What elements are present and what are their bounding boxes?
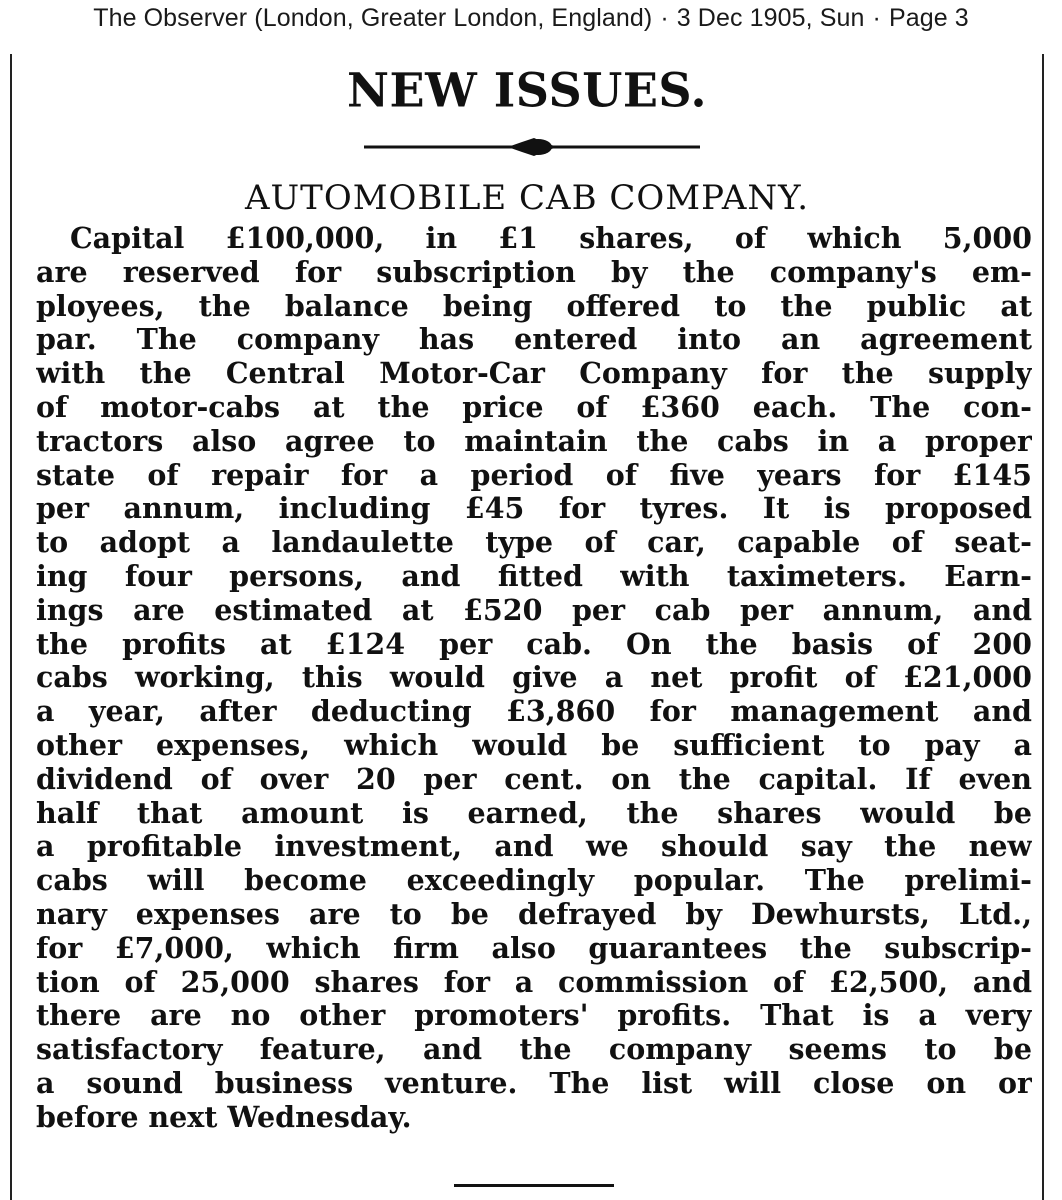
article-line: ings are estimated at £520 per cab per annum, and (36, 593, 1032, 627)
article-line: per annum, including £45 for tyres. It is proposed (36, 492, 1032, 526)
article-line: a sound business venture. The list will close on or (36, 1066, 1032, 1100)
page-number: Page 3 (888, 4, 969, 32)
article-line: nary expenses are to be defrayed by Dewhursts, Ltd., (36, 897, 1032, 931)
citation-separator: · (872, 4, 881, 32)
article-line: there are no other promoters' profits. That is a very (36, 999, 1032, 1033)
article-line: ployees, the balance being offered to the public at (36, 289, 1032, 323)
article-line: half that amount is earned, the shares would be (36, 796, 1032, 830)
article-headline: AUTOMOBILE CAB COMPANY. (244, 178, 810, 218)
article-line: the profits at £124 per cab. On the basis of 200 (36, 627, 1032, 661)
article-line: cabs will become exceedingly popular. The prelimi- (36, 864, 1032, 898)
article-line: before next Wednesday. (36, 1100, 412, 1134)
article-line: par. The company has entered into an agreement (36, 323, 1032, 357)
ornamental-rule-icon (362, 136, 702, 158)
source-citation (0, 4, 1062, 33)
closing-rule (454, 1184, 614, 1187)
publication-date: 3 Dec 1905, Sun (676, 4, 865, 32)
article-line: satisfactory feature, and the company seems to be (36, 1033, 1032, 1067)
article-line: with the Central Motor-Car Company for the supply (36, 357, 1032, 391)
article-line: cabs working, this would give a net profit of £21,000 (36, 661, 1032, 695)
article-line: other expenses, which would be sufficient to pay a (36, 728, 1032, 762)
article-line: a year, after deducting £3,860 for management and (36, 695, 1032, 729)
article-line: to adopt a landaulette type of car, capable of seat- (36, 526, 1032, 560)
article-line: tractors also agree to maintain the cabs in a proper (36, 424, 1032, 458)
article-line: a profitable investment, and we should say the new (36, 830, 1032, 864)
article-line: tion of 25,000 shares for a commission of £2,500, and (36, 965, 1032, 999)
article-line: are reserved for subscription by the company's em- (36, 255, 1032, 289)
article-line: for £7,000, which firm also guarantees the subscrip- (36, 931, 1032, 965)
newspaper-column (10, 54, 1044, 1200)
article-line: of motor-cabs at the price of £360 each. The con- (36, 390, 1032, 424)
citation-separator: · (660, 4, 669, 32)
publication-name: The Observer (London, Greater London, England) (93, 4, 653, 32)
article-body (36, 222, 1032, 1135)
section-title: NEW ISSUES. (346, 62, 707, 118)
article-line: dividend of over 20 per cent. on the capital. If even (36, 762, 1032, 796)
article-line: Capital £100,000, in £1 shares, of which 5,000 (70, 222, 1032, 255)
article-line: ing four persons, and fitted with taximeters. Earn- (36, 559, 1032, 593)
article-line: state of repair for a period of five years for £145 (36, 458, 1032, 492)
